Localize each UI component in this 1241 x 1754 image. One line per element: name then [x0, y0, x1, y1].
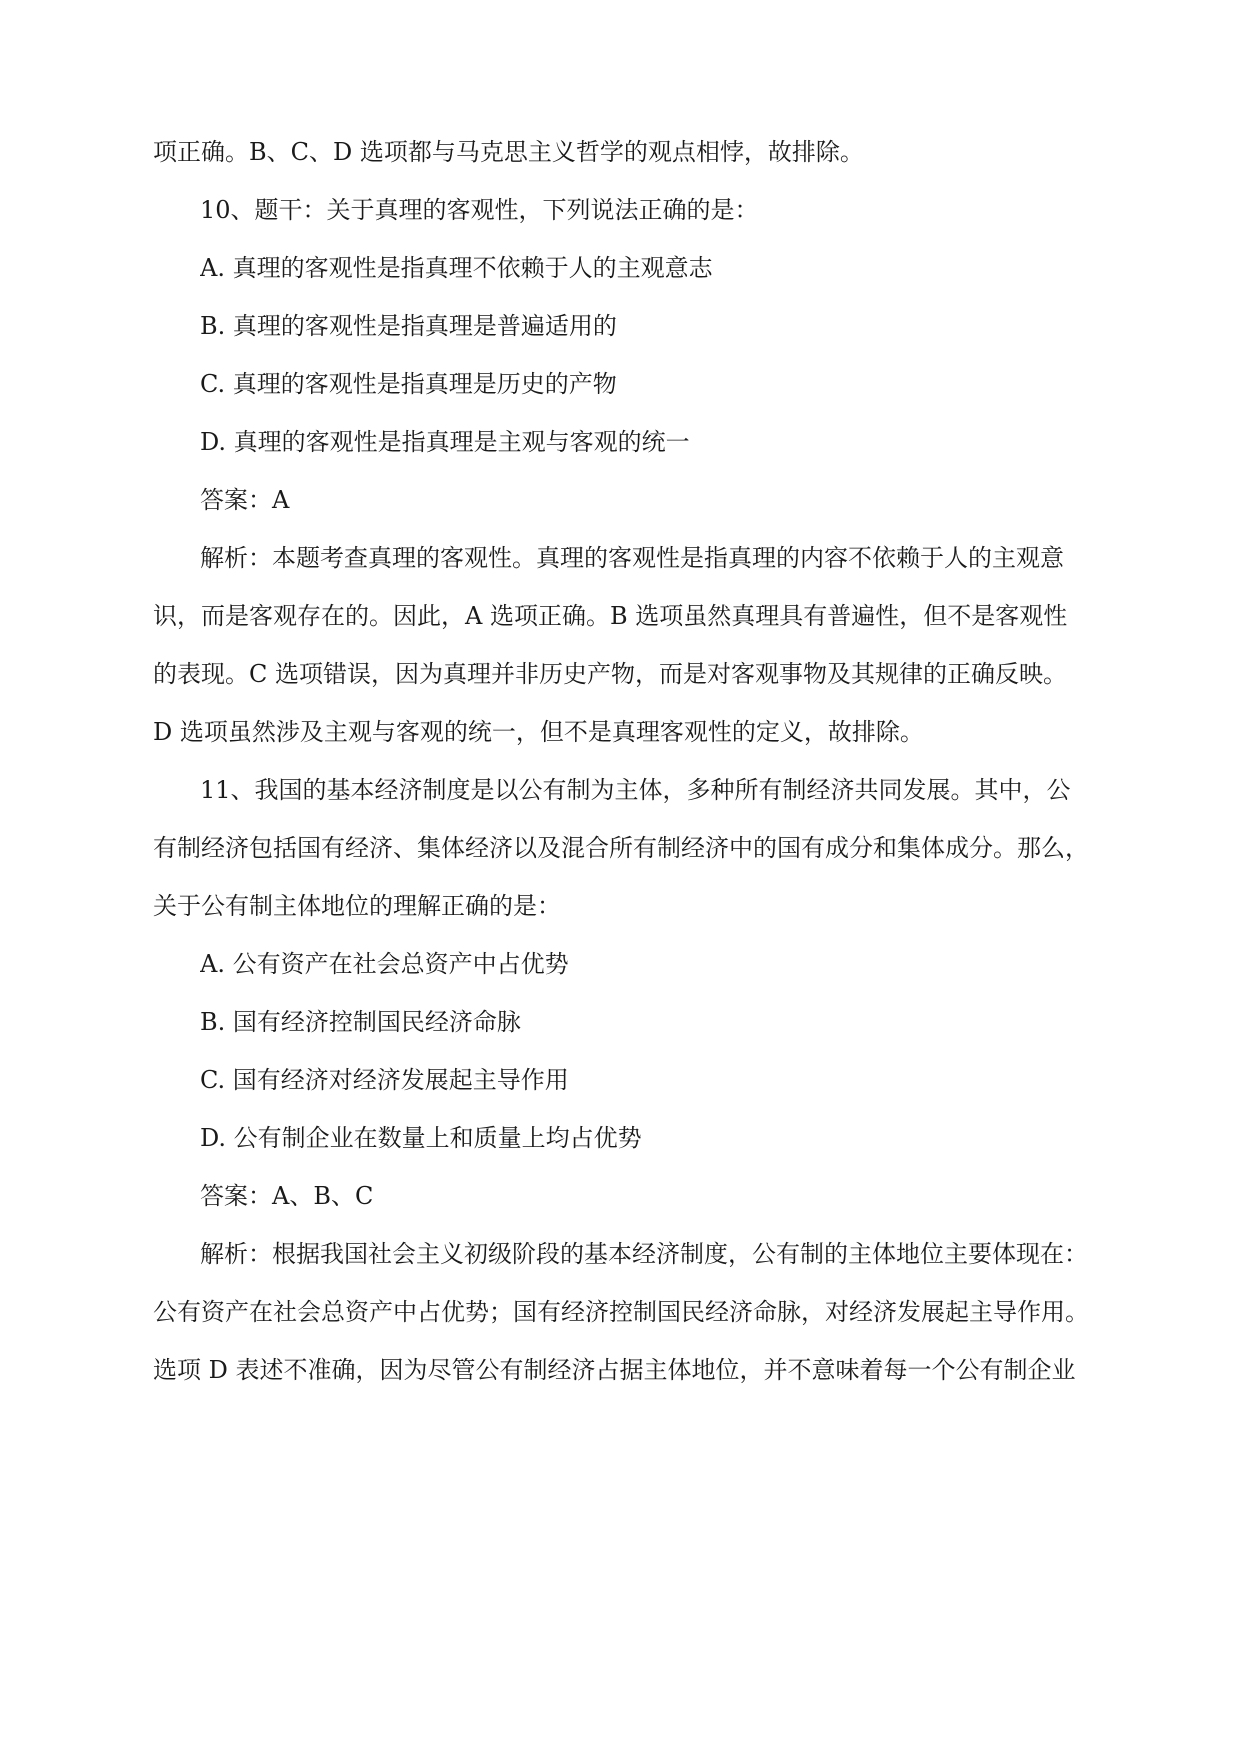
question-11-stem-line-3: 关于公有制主体地位的理解正确的是：	[153, 892, 561, 920]
question-10-option-d: D. 真理的客观性是指真理是主观与客观的统一	[200, 428, 690, 456]
question-11-analysis-line-3: 选项 D 表述不准确，因为尽管公有制经济占据主体地位，并不意味着每一个公有制企业	[153, 1356, 1076, 1384]
question-10-option-c: C. 真理的客观性是指真理是历史的产物	[200, 370, 617, 398]
question-11-stem-line-1: 11、我国的基本经济制度是以公有制为主体，多种所有制经济共同发展。其中，公	[200, 776, 1071, 804]
question-11-option-d: D. 公有制企业在数量上和质量上均占优势	[200, 1124, 642, 1152]
question-11-option-c: C. 国有经济对经济发展起主导作用	[200, 1066, 569, 1094]
question-10-analysis-line-2: 识，而是客观存在的。因此，A 选项正确。B 选项虽然真理具有普遍性，但不是客观性	[153, 602, 1068, 630]
question-10-analysis-line-1: 解析：本题考查真理的客观性。真理的客观性是指真理的内容不依赖于人的主观意	[200, 544, 1064, 572]
question-11-option-a: A. 公有资产在社会总资产中占优势	[200, 950, 569, 978]
question-11-stem-line-2: 有制经济包括国有经济、集体经济以及混合所有制经济中的国有成分和集体成分。那么，	[153, 834, 1089, 862]
question-10-answer: 答案：A	[200, 486, 290, 514]
question-10-analysis-line-3: 的表现。C 选项错误，因为真理并非历史产物，而是对客观事物及其规律的正确反映。	[153, 660, 1067, 688]
question-11-analysis-line-1: 解析：根据我国社会主义初级阶段的基本经济制度，公有制的主体地位主要体现在：	[200, 1240, 1088, 1268]
question-11-answer: 答案：A、B、C	[200, 1182, 374, 1210]
question-10-option-a: A. 真理的客观性是指真理不依赖于人的主观意志	[200, 254, 713, 282]
question-10-analysis-line-4: D 选项虽然涉及主观与客观的统一，但不是真理客观性的定义，故排除。	[153, 718, 924, 746]
question-10-stem: 10、题干：关于真理的客观性，下列说法正确的是：	[200, 196, 759, 224]
question-11-option-b: B. 国有经济控制国民经济命脉	[200, 1008, 521, 1036]
text-line-1: 项正确。B、C、D 选项都与马克思主义哲学的观点相悖，故排除。	[153, 138, 864, 166]
question-11-analysis-line-2: 公有资产在社会总资产中占优势；国有经济控制国民经济命脉，对经济发展起主导作用。	[153, 1298, 1089, 1326]
question-10-option-b: B. 真理的客观性是指真理是普遍适用的	[200, 312, 617, 340]
